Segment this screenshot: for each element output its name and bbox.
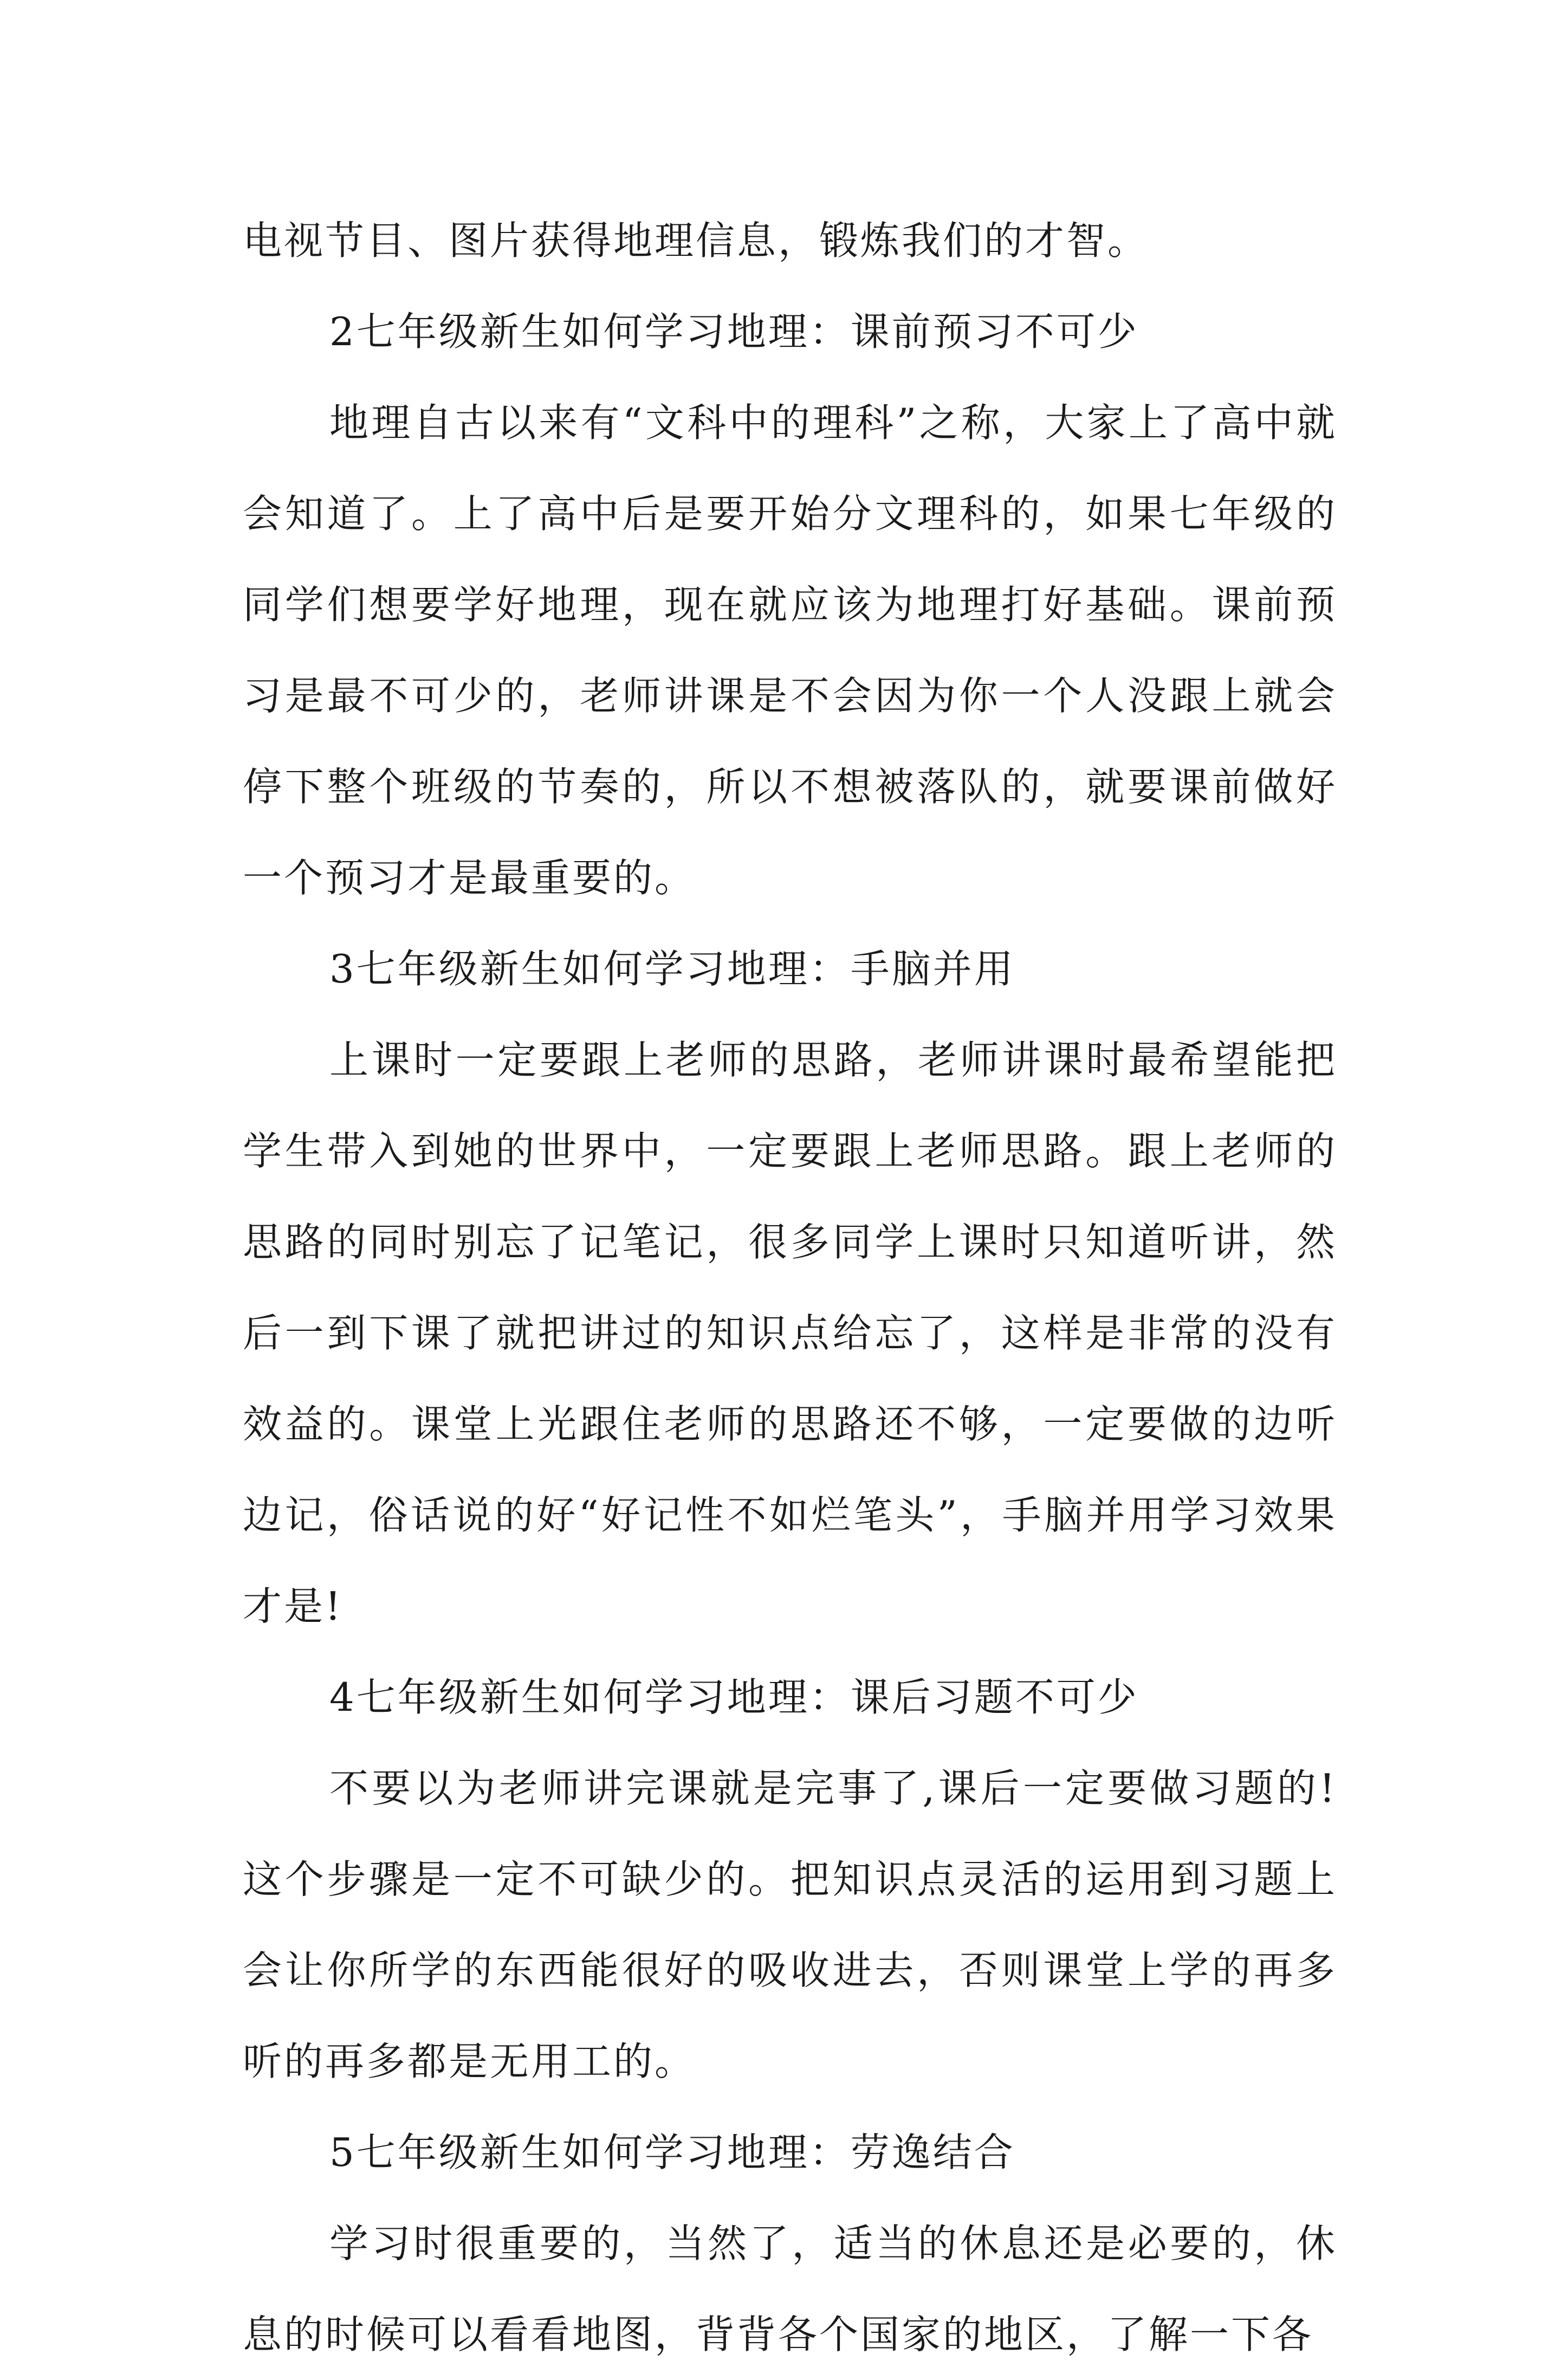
paragraph-exercises: 不要以为老师讲完课就是完事了,课后一定要做习题的!这个步骤是一定不可缺少的。把知识点灵活的运用到习题上会让你所学的东西能很好的吸收进去，否则课堂上学的再多听的再多都是无用工的。	[243, 1765, 1337, 2084]
section-heading-5: 5七年级新生如何学习地理：劳逸结合	[329, 2130, 1015, 2175]
paragraph-continuation: 电视节目、图片获得地理信息，锻炼我们的才智。	[243, 218, 1149, 263]
section-heading-2: 2七年级新生如何学习地理：课前预习不可少	[329, 309, 1139, 354]
paragraph-preview: 地理自古以来有“文科中的理科”之称，大家上了高中就会知道了。上了高中后是要开始分文理科的，如果七年级的同学们想要学好地理，现在就应该为地理打好基础。课前预习是最不可少的，老师讲课是不会因为你一个人没跟上就会停下整个班级的节奏的，所以不想被落队的，就要课前做好一个预习才是最重要的。	[243, 400, 1337, 901]
paragraph-rest: 学习时很重要的，当然了，适当的休息还是必要的，休息的时候可以看看地图，背背各个国家的地区，了解一下各	[243, 2221, 1337, 2357]
document-body	[243, 195, 1337, 2380]
section-heading-4: 4七年级新生如何学习地理：课后习题不可少	[329, 1674, 1139, 1720]
section-heading-3: 3七年级新生如何学习地理：手脑并用	[329, 946, 1015, 992]
paragraph-notes: 上课时一定要跟上老师的思路，老师讲课时最希望能把学生带入到她的世界中，一定要跟上老师思路。跟上老师的思路的同时别忘了记笔记，很多同学上课时只知道听讲，然后一到下课了就把讲过的知识点给忘了，这样是非常的没有效益的。课堂上光跟住老师的思路还不够，一定要做的边听边记，俗话说的好“好记性不如烂笔头”，手脑并用学习效果才是!	[243, 1037, 1337, 1629]
